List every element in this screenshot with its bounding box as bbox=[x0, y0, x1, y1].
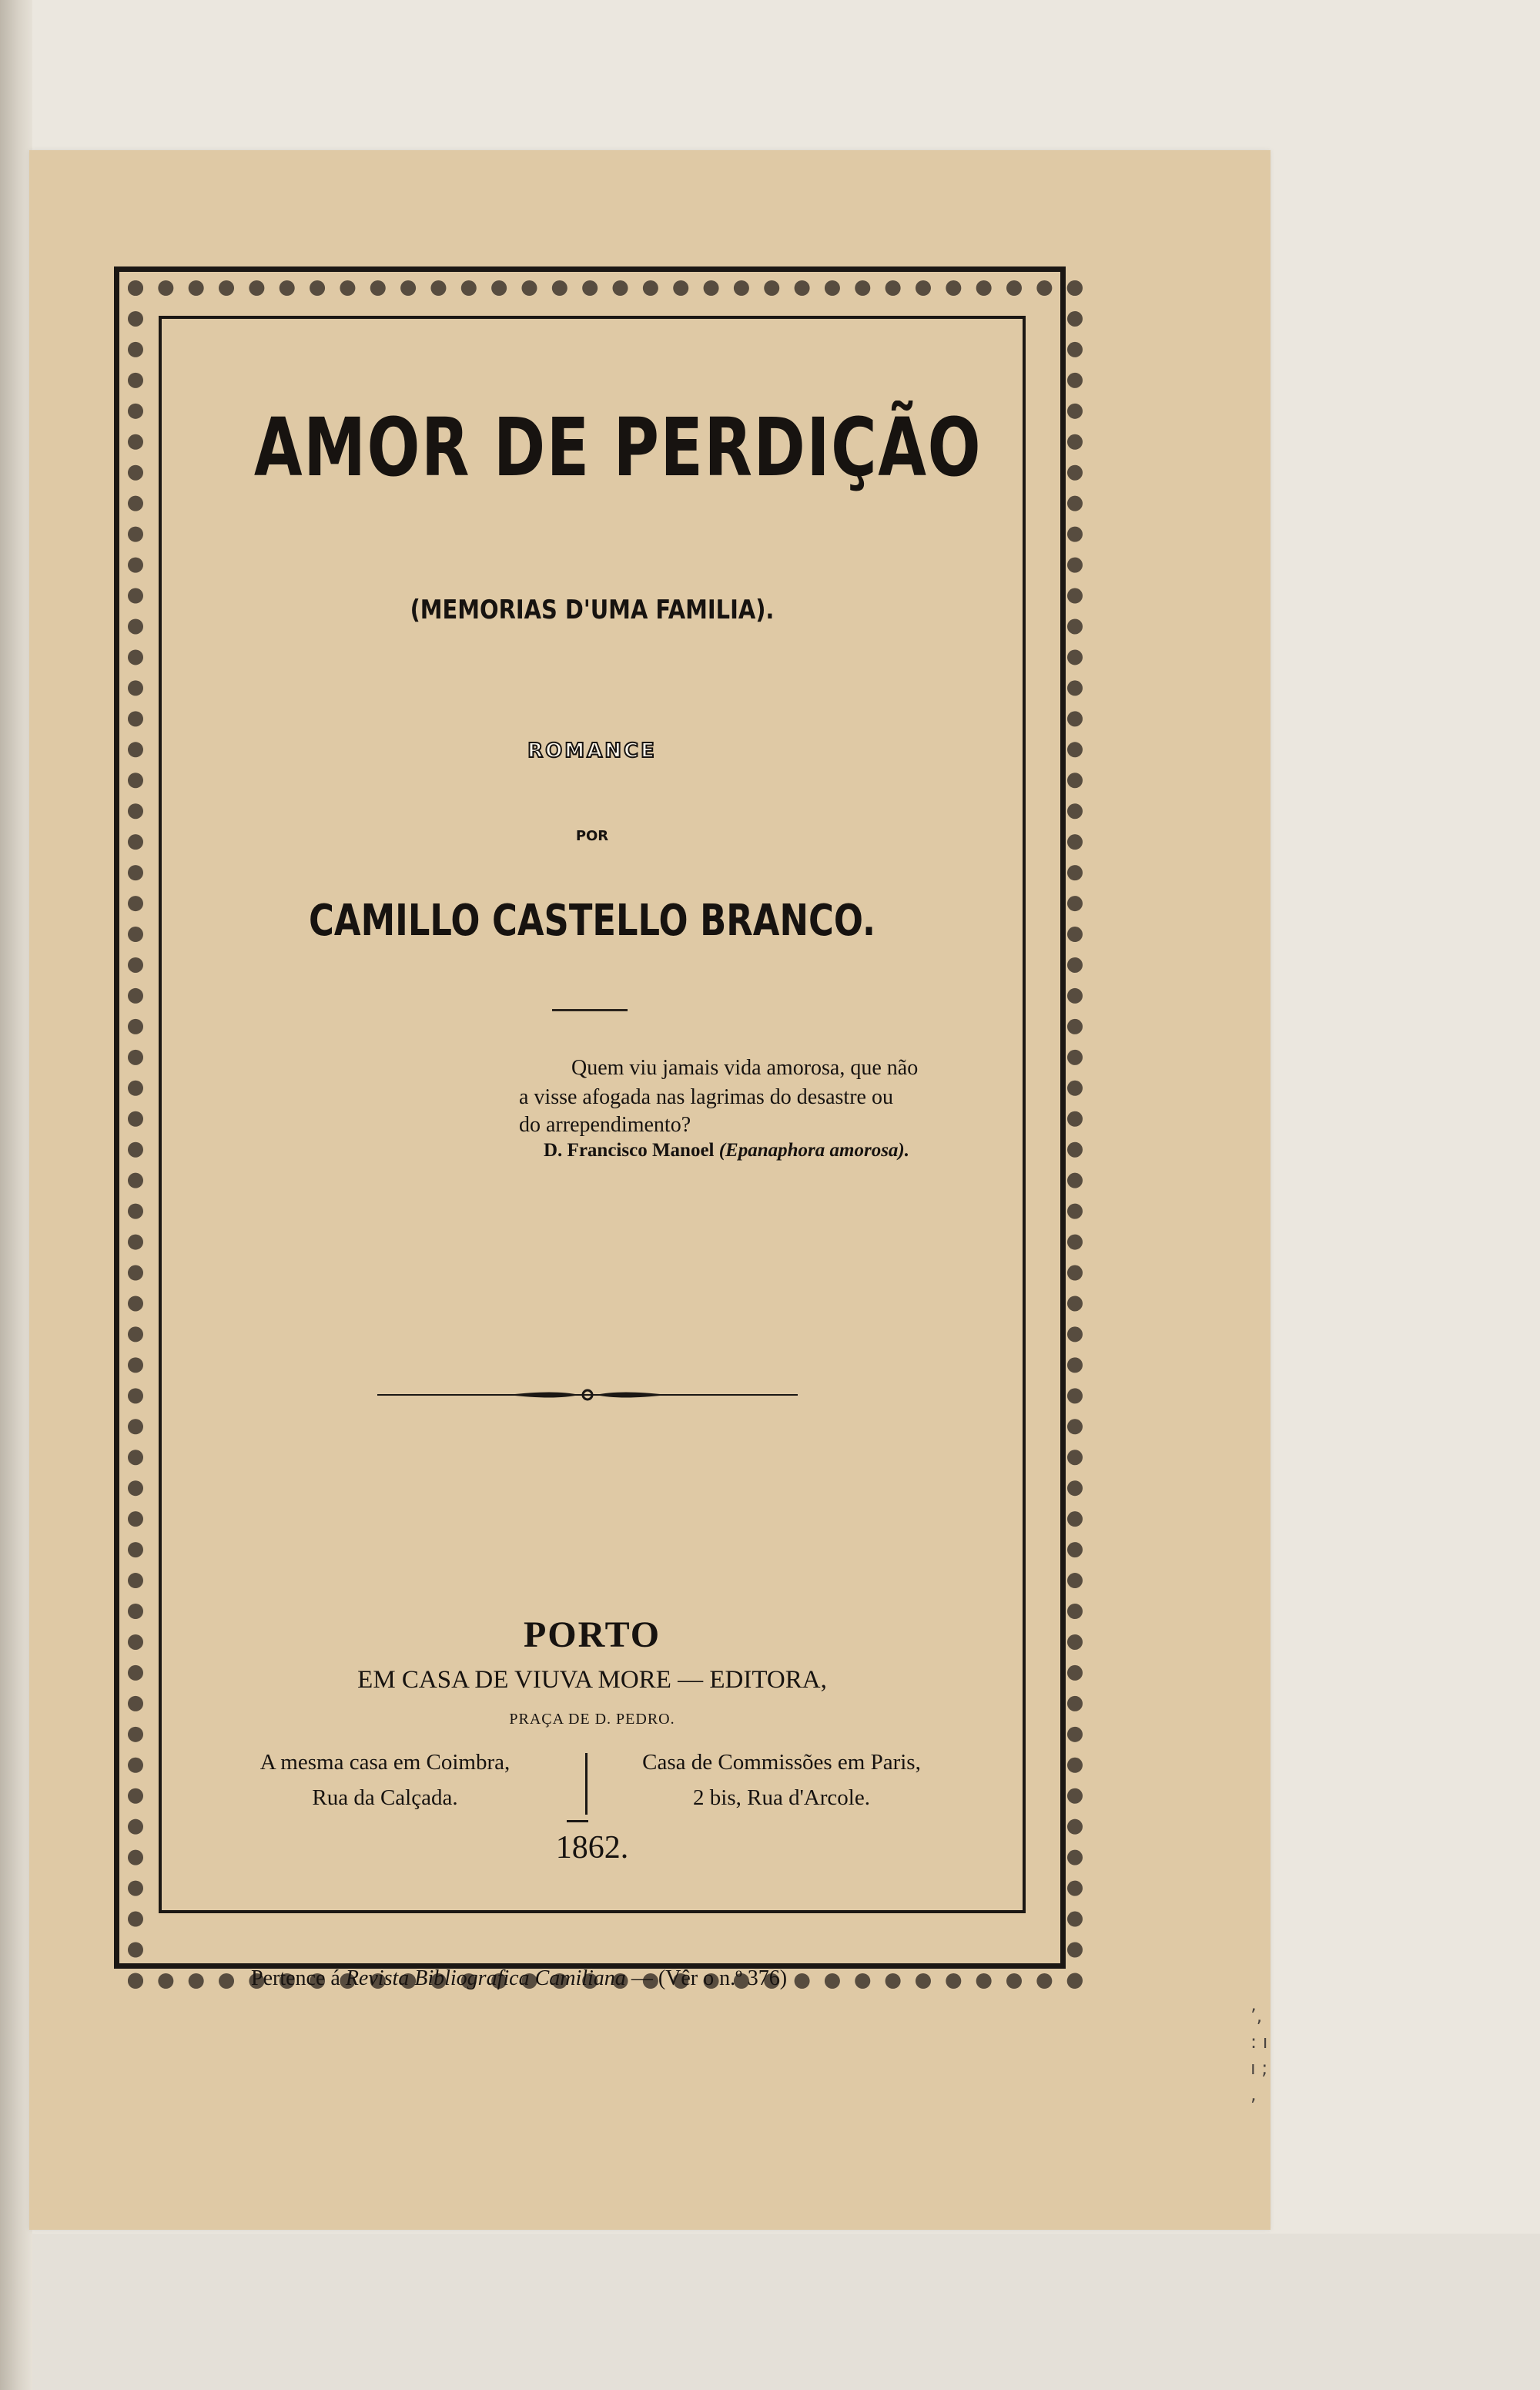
imprint-coimbra-line: Rua da Calçada. bbox=[312, 1785, 458, 1810]
page-edge-marks: ’, : ı ı ; , bbox=[1250, 2005, 1268, 2105]
ownership-prefix: Pertence á bbox=[251, 1966, 340, 1990]
imprint-coimbra bbox=[223, 1745, 547, 1815]
imprint-coimbra-line: A mesma casa em Coimbra, bbox=[259, 1750, 511, 1775]
imprint-paris-line: Casa de Commissões em Paris, bbox=[642, 1750, 921, 1775]
ornamental-rule bbox=[377, 1383, 798, 1406]
epigraph-line: Quem viu jamais vida amorosa, que não bbox=[571, 1056, 919, 1080]
epigraph-line: do arrependimento? bbox=[519, 1113, 691, 1137]
epigraph-line: a visse afogada nas lagrimas do desastre ou bbox=[519, 1085, 893, 1109]
book-title: AMOR DE PERDIÇÃO bbox=[253, 401, 983, 494]
epigraph-attribution bbox=[544, 1140, 909, 1161]
epigraph-author: D. Francisco Manoel bbox=[544, 1140, 715, 1161]
imprint-city: PORTO bbox=[523, 1614, 661, 1655]
separator-rule bbox=[552, 1009, 628, 1011]
book-subtitle: (MEMORIAS D'UMA FAMILIA). bbox=[410, 595, 775, 625]
imprint-paris bbox=[601, 1745, 962, 1815]
column-divider bbox=[585, 1753, 588, 1815]
imprint-publisher: EM CASA DE VIUVA MORE — EDITORA, bbox=[357, 1666, 827, 1694]
genre-label: ROMANCE bbox=[527, 739, 657, 763]
by-label: POR bbox=[575, 828, 609, 844]
book-spine bbox=[0, 0, 32, 2390]
ownership-note bbox=[251, 1966, 787, 1991]
publication-year: 1862. bbox=[555, 1830, 629, 1865]
journal-name: Revista Bibliografica Camiliana bbox=[345, 1966, 626, 1990]
ownership-suffix: — (Vêr o n.º 376) bbox=[631, 1966, 788, 1990]
year-rule bbox=[567, 1820, 588, 1822]
imprint-paris-line: 2 bis, Rua d'Arcole. bbox=[693, 1785, 870, 1810]
imprint-square: PRAÇA DE D. PEDRO. bbox=[509, 1711, 675, 1728]
page-shadow bbox=[32, 2234, 1540, 2390]
author-name: CAMILLO CASTELLO BRANCO. bbox=[309, 896, 875, 946]
epigraph-work: (Epanaphora amorosa). bbox=[718, 1140, 909, 1161]
